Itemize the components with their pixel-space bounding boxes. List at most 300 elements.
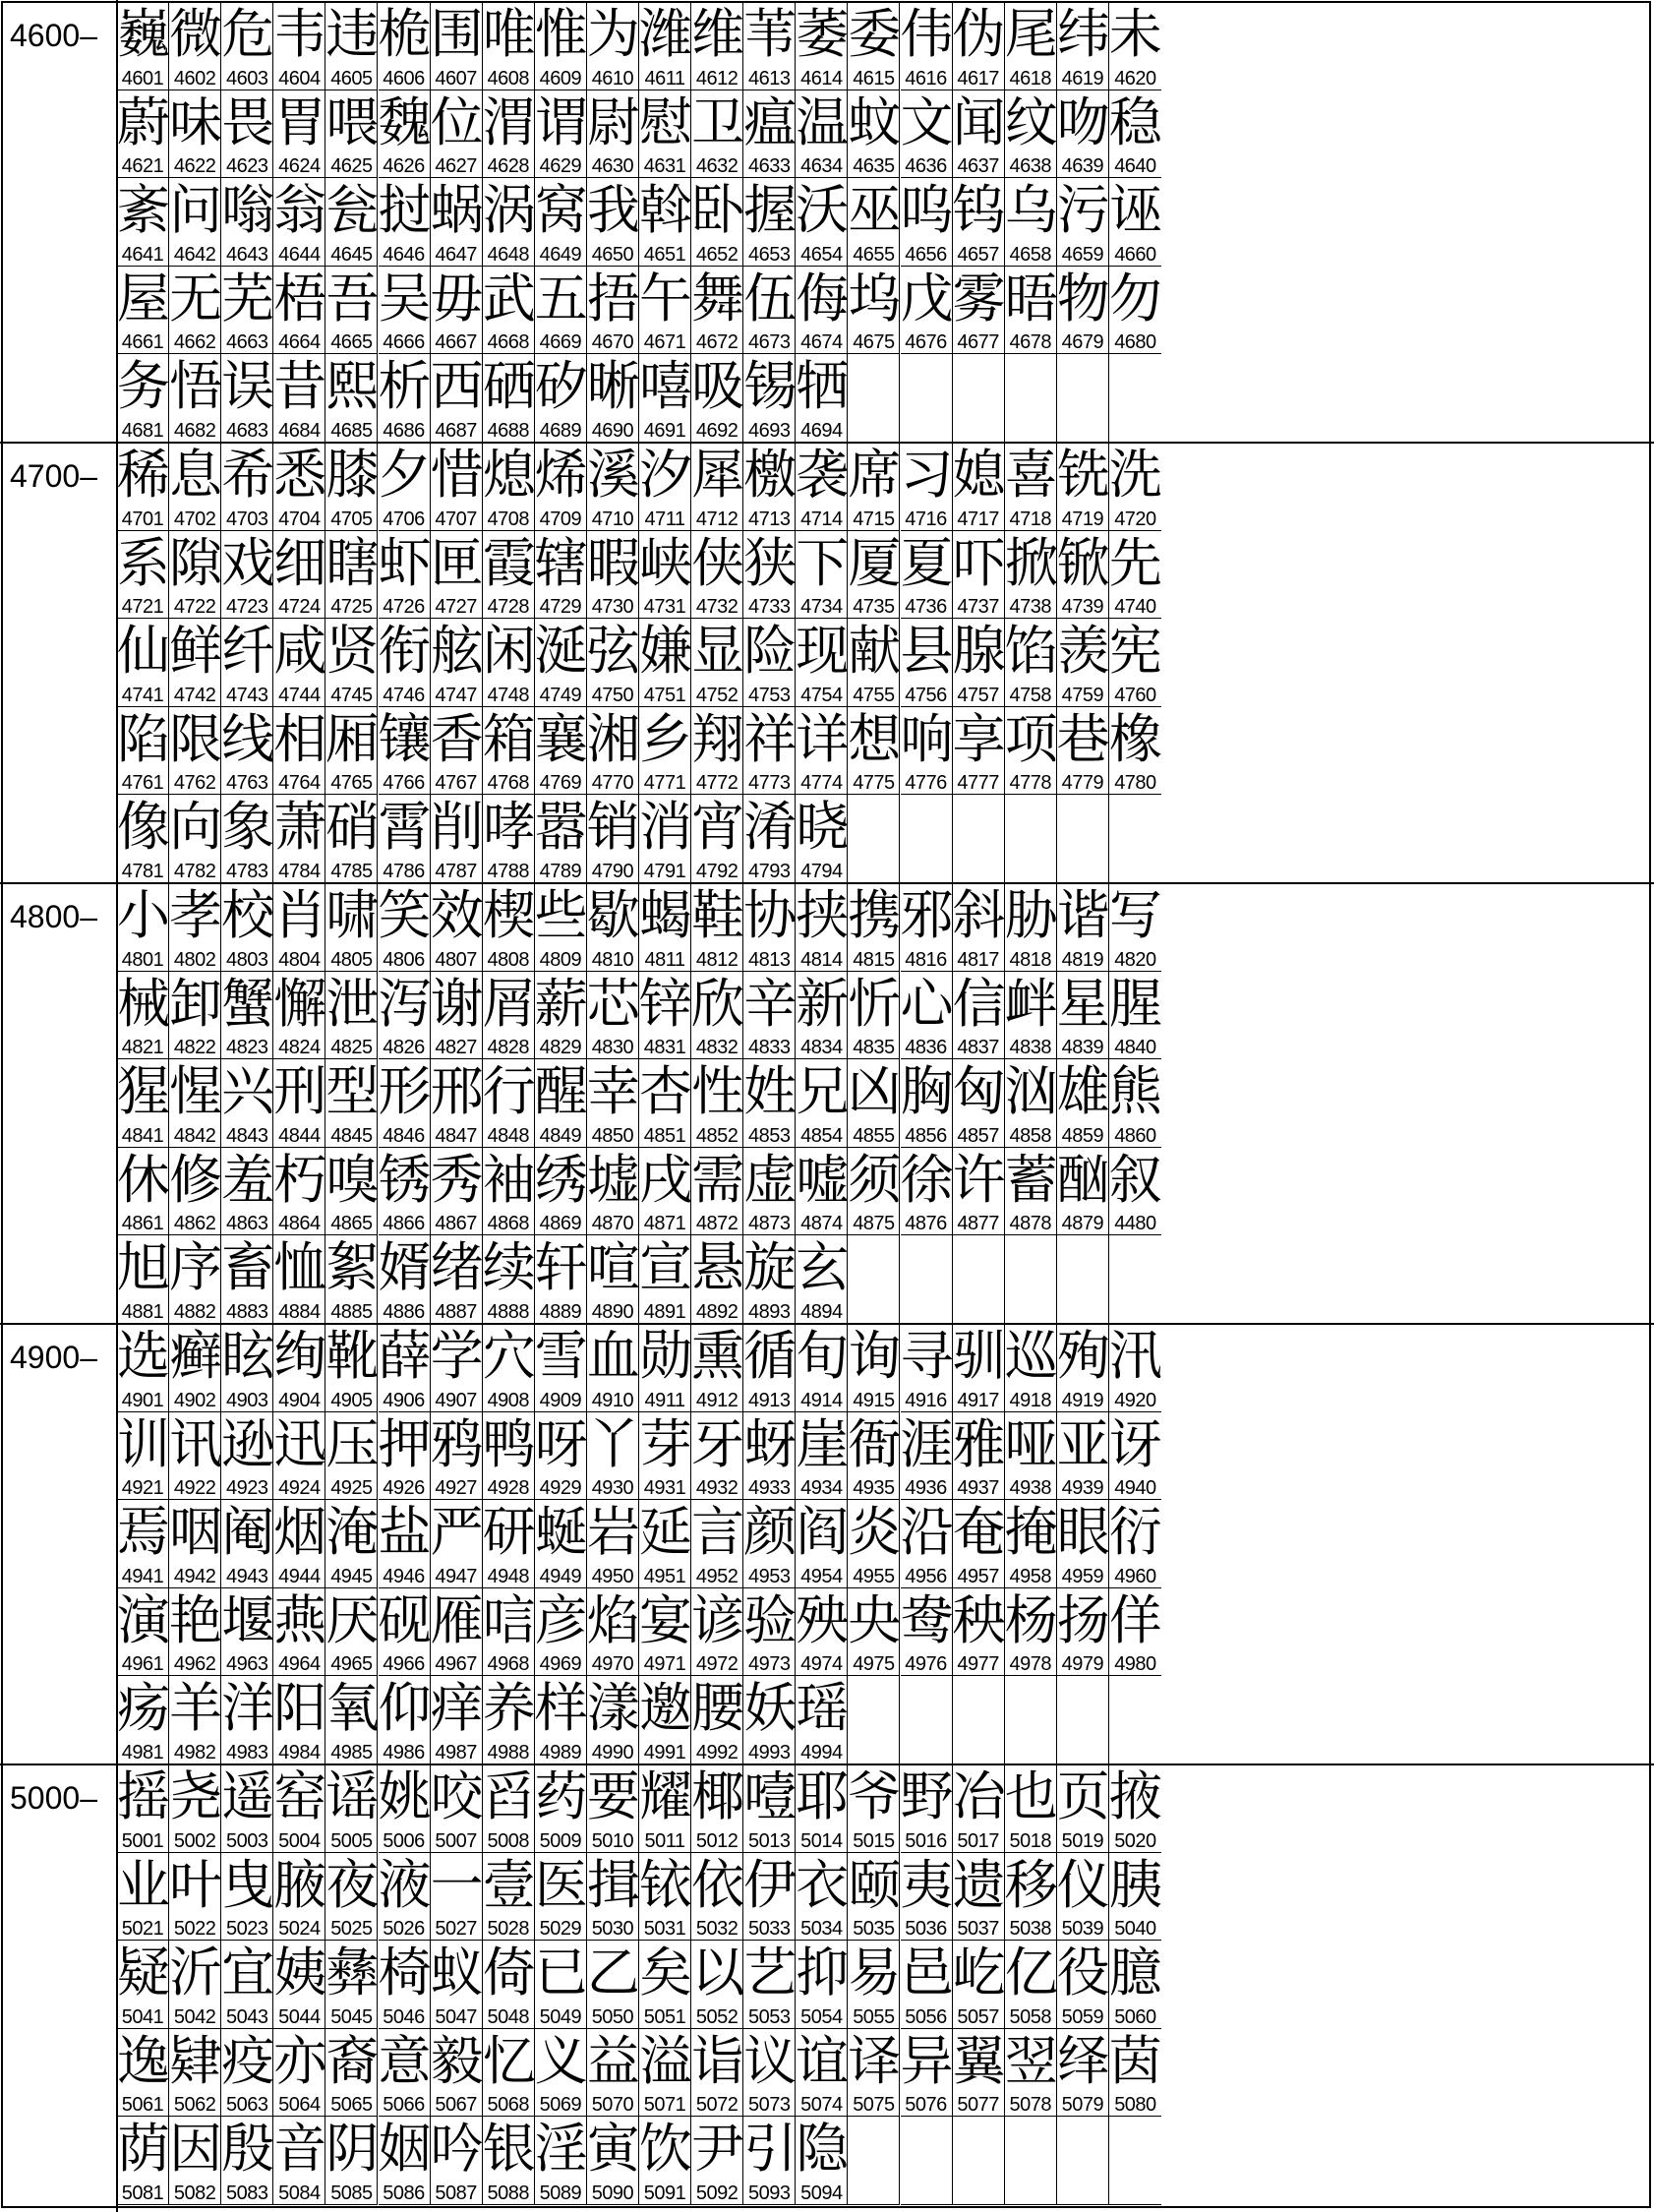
char-code: 4835 — [853, 1037, 895, 1059]
char-glyph: 媳 — [952, 444, 1006, 506]
char-glyph: 宵 — [691, 796, 745, 859]
char-glyph: 疑 — [117, 1942, 170, 2004]
char-cell — [273, 1764, 325, 1853]
char-glyph: 裔 — [325, 2029, 380, 2092]
char-glyph: 芽 — [639, 1412, 692, 1475]
char-code: 4636 — [905, 155, 947, 178]
char-cell — [483, 1324, 535, 1412]
char-cell — [743, 531, 796, 620]
char-code: 4843 — [225, 1124, 268, 1147]
char-cell — [1109, 90, 1161, 179]
char-glyph: 悉 — [273, 444, 327, 506]
char-glyph: 嗅 — [325, 1148, 380, 1211]
char-code: 4652 — [695, 243, 738, 266]
char-glyph: 斜 — [952, 884, 1006, 946]
char-glyph: 孝 — [169, 884, 223, 946]
char-glyph: 捂 — [586, 267, 640, 329]
char-cell — [431, 2117, 483, 2205]
char-cell — [535, 178, 587, 267]
char-glyph: 亿 — [1004, 1942, 1058, 2004]
char-cell — [796, 2117, 848, 2205]
char-cell — [1057, 1941, 1109, 2029]
char-code: 4792 — [695, 860, 738, 882]
char-cell — [221, 1235, 273, 1324]
char-glyph: 酗 — [1056, 1148, 1110, 1211]
char-cell — [169, 972, 221, 1060]
char-cell — [587, 972, 639, 1060]
char-glyph: 胰 — [1108, 1853, 1162, 1916]
char-code: 5077 — [957, 2094, 999, 2117]
char-cell — [483, 1412, 535, 1501]
char-cell — [379, 354, 431, 443]
char-code: 4819 — [1061, 948, 1104, 971]
char-code: 4994 — [800, 1741, 843, 1764]
char-cell — [273, 2029, 325, 2118]
char-glyph: 吟 — [430, 2118, 484, 2181]
char-code: 4945 — [330, 1565, 373, 1587]
char-cell — [901, 1059, 953, 1148]
char-code: 4943 — [225, 1565, 268, 1587]
char-cell — [431, 883, 483, 972]
char-cell — [221, 2, 273, 90]
char-cell — [953, 1059, 1005, 1148]
char-cell — [1005, 1588, 1057, 1677]
char-cell — [221, 1412, 273, 1501]
char-glyph: 五 — [534, 267, 588, 329]
char-glyph: 漾 — [586, 1677, 640, 1740]
char-cell — [587, 1059, 639, 1148]
char-code: 4892 — [695, 1300, 738, 1323]
char-code: 4848 — [487, 1124, 529, 1147]
char-glyph: 耶 — [796, 1765, 850, 1827]
char-cell — [117, 2029, 169, 2118]
char-code: 4934 — [800, 1477, 843, 1500]
char-cell — [1057, 1059, 1109, 1148]
char-cell — [1109, 1764, 1161, 1853]
char-cell — [639, 2, 691, 90]
char-code: 4992 — [695, 1741, 738, 1764]
char-code: 4987 — [435, 1741, 477, 1764]
char-cell — [743, 2029, 796, 2118]
char-cell — [953, 972, 1005, 1060]
char-code: 5079 — [1061, 2094, 1104, 2117]
char-cell — [325, 1500, 378, 1588]
char-glyph: 冶 — [952, 1765, 1006, 1827]
char-cell — [901, 2029, 953, 2118]
char-cell — [1057, 1148, 1109, 1236]
char-cell — [1057, 1588, 1109, 1677]
char-glyph: 希 — [221, 444, 275, 506]
char-cell — [221, 1588, 273, 1677]
char-code: 4826 — [383, 1037, 425, 1059]
char-cell — [691, 1676, 743, 1764]
char-cell — [1005, 707, 1057, 796]
char-glyph: 汛 — [1108, 1325, 1162, 1387]
char-cell — [587, 1853, 639, 1942]
char-glyph: 蓄 — [1004, 1148, 1058, 1211]
char-cell — [221, 707, 273, 796]
char-code: 4614 — [800, 67, 843, 90]
char-code: 4806 — [383, 948, 425, 971]
char-glyph: 译 — [848, 2029, 902, 2092]
char-cell — [483, 1148, 535, 1236]
char-glyph: 循 — [743, 1325, 797, 1387]
char-glyph: 惜 — [430, 444, 484, 506]
char-glyph: 靴 — [325, 1325, 380, 1387]
char-code: 5064 — [278, 2094, 321, 2117]
char-code: 4766 — [383, 772, 425, 795]
char-cell — [587, 1235, 639, 1324]
char-glyph: 熏 — [691, 1325, 745, 1387]
char-code: 4642 — [173, 243, 216, 266]
char-glyph: 泄 — [325, 972, 380, 1035]
char-code: 4958 — [1009, 1565, 1051, 1587]
char-code: 5072 — [695, 2094, 738, 2117]
char-code: 4851 — [643, 1124, 686, 1147]
char-code: 4789 — [539, 860, 582, 882]
char-glyph: 戏 — [221, 531, 275, 594]
char-glyph: 奄 — [952, 1501, 1006, 1564]
char-glyph: 崖 — [796, 1412, 850, 1475]
char-cell — [379, 619, 431, 707]
char-cell — [1005, 1764, 1057, 1853]
char-glyph: 下 — [796, 531, 850, 594]
char-code: 4905 — [330, 1389, 373, 1411]
char-code: 5004 — [278, 1829, 321, 1852]
char-code: 4865 — [330, 1213, 373, 1235]
empty-cell — [1057, 795, 1109, 883]
char-glyph: 阴 — [325, 2118, 380, 2181]
char-cell — [743, 1676, 796, 1764]
char-cell — [169, 883, 221, 972]
char-cell — [379, 1500, 431, 1588]
char-cell — [379, 267, 431, 355]
char-glyph: 雪 — [534, 1325, 588, 1387]
char-glyph: 因 — [169, 2118, 223, 2181]
empty-cell — [1005, 1235, 1057, 1324]
char-glyph: 峡 — [639, 531, 692, 594]
char-glyph: 羞 — [221, 1148, 275, 1211]
char-code: 4916 — [905, 1389, 947, 1411]
char-code: 4704 — [278, 508, 321, 530]
char-glyph: 辛 — [743, 972, 797, 1035]
char-cell — [169, 795, 221, 883]
char-cell — [796, 2029, 848, 2118]
char-glyph: 文 — [900, 90, 954, 153]
char-cell — [1057, 531, 1109, 620]
char-code: 4975 — [853, 1653, 895, 1676]
empty-cell — [1057, 2117, 1109, 2205]
char-cell — [169, 2117, 221, 2205]
char-code: 4722 — [173, 596, 216, 619]
char-glyph: 尧 — [169, 1765, 223, 1827]
char-cell — [273, 707, 325, 796]
char-code: 4936 — [905, 1477, 947, 1500]
char-cell — [325, 2117, 378, 2205]
char-glyph: 想 — [848, 707, 902, 770]
char-code: 5019 — [1061, 1829, 1104, 1852]
char-cell — [221, 267, 273, 355]
char-glyph: 岩 — [586, 1501, 640, 1564]
char-code: 4688 — [487, 419, 529, 442]
char-cell — [273, 2, 325, 90]
char-cell — [587, 2, 639, 90]
char-glyph: 响 — [900, 707, 954, 770]
char-code: 4930 — [591, 1477, 634, 1500]
char-cell — [379, 2117, 431, 2205]
char-glyph: 扬 — [1056, 1588, 1110, 1651]
char-code: 4785 — [330, 860, 373, 882]
char-cell — [1109, 2, 1161, 90]
char-code: 4978 — [1009, 1653, 1051, 1676]
char-glyph: 凶 — [848, 1060, 902, 1123]
char-glyph: 鸯 — [900, 1588, 954, 1651]
char-glyph: 仙 — [117, 620, 170, 683]
char-code: 4976 — [905, 1653, 947, 1676]
empty-cell — [1005, 354, 1057, 443]
char-glyph: 晓 — [796, 796, 850, 859]
char-code: 5039 — [1061, 1918, 1104, 1941]
char-cell — [587, 1676, 639, 1764]
char-code: 4675 — [853, 331, 895, 354]
char-glyph: 矽 — [534, 355, 588, 418]
char-glyph: 韦 — [273, 3, 327, 65]
char-cell — [796, 1412, 848, 1501]
char-glyph: 腺 — [952, 620, 1006, 683]
char-cell — [169, 531, 221, 620]
char-cell — [901, 178, 953, 267]
char-glyph: 毅 — [430, 2029, 484, 2092]
char-cell — [431, 1941, 483, 2029]
char-code: 4604 — [278, 67, 321, 90]
char-glyph: 研 — [482, 1501, 536, 1564]
char-code: 5010 — [591, 1829, 634, 1852]
char-glyph: 性 — [691, 1060, 745, 1123]
char-cell — [587, 1412, 639, 1501]
char-code: 5007 — [435, 1829, 477, 1852]
char-glyph: 侠 — [691, 531, 745, 594]
char-code: 5020 — [1114, 1829, 1156, 1852]
char-cell — [273, 354, 325, 443]
char-cell — [325, 1235, 378, 1324]
char-glyph: 效 — [430, 884, 484, 946]
char-glyph: 舞 — [691, 267, 745, 329]
char-glyph: 颜 — [743, 1501, 797, 1564]
char-code: 4693 — [747, 419, 791, 442]
char-glyph: 味 — [169, 90, 223, 153]
char-cell — [587, 1588, 639, 1677]
char-cell — [743, 2117, 796, 2205]
char-cell — [117, 1148, 169, 1236]
empty-cell — [848, 2117, 900, 2205]
char-glyph: 乡 — [639, 707, 692, 770]
char-glyph: 学 — [430, 1325, 484, 1387]
char-cell — [273, 2117, 325, 2205]
char-glyph: 呜 — [900, 179, 954, 242]
char-cell — [848, 531, 900, 620]
char-glyph: 桅 — [378, 3, 432, 65]
char-code: 4702 — [173, 508, 216, 530]
char-code: 4815 — [853, 948, 895, 971]
char-glyph: 畜 — [221, 1236, 275, 1299]
char-glyph: 薛 — [378, 1325, 432, 1387]
char-cell — [587, 1764, 639, 1853]
empty-cell — [953, 1235, 1005, 1324]
char-cell — [273, 883, 325, 972]
char-code: 4736 — [905, 596, 947, 619]
char-code: 4765 — [330, 772, 373, 795]
char-cell — [587, 1941, 639, 2029]
char-code: 4643 — [225, 243, 268, 266]
char-glyph: 蔚 — [117, 90, 170, 153]
char-code: 4858 — [1009, 1124, 1051, 1147]
char-cell — [587, 707, 639, 796]
empty-cell — [953, 795, 1005, 883]
char-glyph: 吻 — [1056, 90, 1110, 153]
char-glyph: 辖 — [534, 531, 588, 594]
char-cell — [273, 1235, 325, 1324]
char-code: 4616 — [905, 67, 947, 90]
char-cell — [431, 1148, 483, 1236]
char-glyph: 咸 — [273, 620, 327, 683]
char-cell — [379, 443, 431, 531]
char-code: 4847 — [435, 1124, 477, 1147]
char-code: 4794 — [800, 860, 843, 882]
empty-cell — [953, 2117, 1005, 2205]
char-code: 4754 — [800, 684, 843, 706]
char-code: 4750 — [591, 684, 634, 706]
char-code: 5008 — [487, 1829, 529, 1852]
char-cell — [169, 267, 221, 355]
char-cell — [169, 1324, 221, 1412]
char-glyph: 蜗 — [430, 179, 484, 242]
empty-cell — [1005, 2117, 1057, 2205]
char-glyph: 巡 — [1004, 1325, 1058, 1387]
char-cell — [1005, 1500, 1057, 1588]
char-glyph: 巍 — [117, 3, 170, 65]
char-glyph: 锌 — [639, 972, 692, 1035]
char-code: 4809 — [539, 948, 582, 971]
char-code: 4939 — [1061, 1477, 1104, 1500]
char-cell — [639, 1764, 691, 1853]
char-cell — [848, 90, 900, 179]
char-cell — [1057, 2029, 1109, 2118]
char-glyph: 纤 — [221, 620, 275, 683]
char-cell — [953, 531, 1005, 620]
char-code: 4691 — [643, 419, 686, 442]
char-code: 4993 — [747, 1741, 791, 1764]
char-code: 4878 — [1009, 1213, 1051, 1235]
char-glyph: 肖 — [273, 884, 327, 946]
char-cell — [901, 1853, 953, 1942]
char-cell — [587, 2029, 639, 2118]
char-cell — [431, 90, 483, 179]
char-glyph: 样 — [534, 1677, 588, 1740]
char-glyph: 养 — [482, 1677, 536, 1740]
char-cell — [535, 267, 587, 355]
char-cell — [639, 1500, 691, 1588]
char-cell — [117, 1588, 169, 1677]
empty-cell — [1109, 354, 1161, 443]
char-cell — [639, 443, 691, 531]
char-code: 5002 — [173, 1829, 216, 1852]
char-cell — [1109, 619, 1161, 707]
char-cell — [325, 354, 378, 443]
char-glyph: 嘘 — [796, 1148, 850, 1211]
char-glyph: 也 — [1004, 1765, 1058, 1827]
char-code: 4752 — [695, 684, 738, 706]
char-code: 4758 — [1009, 684, 1051, 706]
char-cell — [691, 354, 743, 443]
char-code: 4685 — [330, 419, 373, 442]
char-cell — [431, 178, 483, 267]
char-glyph: 阳 — [273, 1677, 327, 1740]
char-glyph: 渭 — [482, 90, 536, 153]
char-cell — [953, 2029, 1005, 2118]
char-code: 4951 — [643, 1565, 686, 1587]
char-cell — [691, 2, 743, 90]
char-code: 4860 — [1114, 1124, 1156, 1147]
char-cell — [1005, 883, 1057, 972]
char-cell — [691, 1412, 743, 1501]
char-cell — [483, 267, 535, 355]
char-glyph: 焰 — [586, 1588, 640, 1651]
char-glyph: 玄 — [796, 1236, 850, 1299]
char-code: 4716 — [905, 508, 947, 530]
char-cell — [639, 354, 691, 443]
char-cell — [796, 178, 848, 267]
char-glyph: 虾 — [378, 531, 432, 594]
char-code: 4793 — [747, 860, 791, 882]
char-cell — [743, 1412, 796, 1501]
char-glyph: 秧 — [952, 1588, 1006, 1651]
char-glyph: 瑶 — [796, 1677, 850, 1740]
char-code: 5056 — [905, 2005, 947, 2028]
char-code: 4715 — [853, 508, 895, 530]
char-code: 4632 — [695, 155, 738, 178]
char-glyph: 线 — [221, 707, 275, 770]
char-cell — [639, 267, 691, 355]
char-cell — [431, 1853, 483, 1942]
char-cell — [431, 1588, 483, 1677]
char-code: 4620 — [1114, 67, 1156, 90]
char-cell — [691, 1235, 743, 1324]
char-code: 4682 — [173, 419, 216, 442]
char-code: 4618 — [1009, 67, 1051, 90]
char-code: 5062 — [173, 2094, 216, 2117]
char-code: 4690 — [591, 419, 634, 442]
char-cell — [848, 1059, 900, 1148]
char-cell — [1005, 2, 1057, 90]
char-cell — [1109, 707, 1161, 796]
char-code: 5047 — [435, 2005, 477, 2028]
char-code: 4774 — [800, 772, 843, 795]
char-code: 4745 — [330, 684, 373, 706]
char-cell — [169, 1148, 221, 1236]
char-cell — [848, 1148, 900, 1236]
char-cell — [691, 1059, 743, 1148]
char-glyph: 霞 — [482, 531, 536, 594]
char-cell — [221, 1148, 273, 1236]
char-cell — [848, 1764, 900, 1853]
char-code: 4773 — [747, 772, 791, 795]
char-cell — [691, 707, 743, 796]
char-cell — [796, 619, 848, 707]
char-code: 5052 — [695, 2005, 738, 2028]
char-cell — [691, 1853, 743, 1942]
char-code: 4846 — [383, 1124, 425, 1147]
char-cell — [273, 972, 325, 1060]
